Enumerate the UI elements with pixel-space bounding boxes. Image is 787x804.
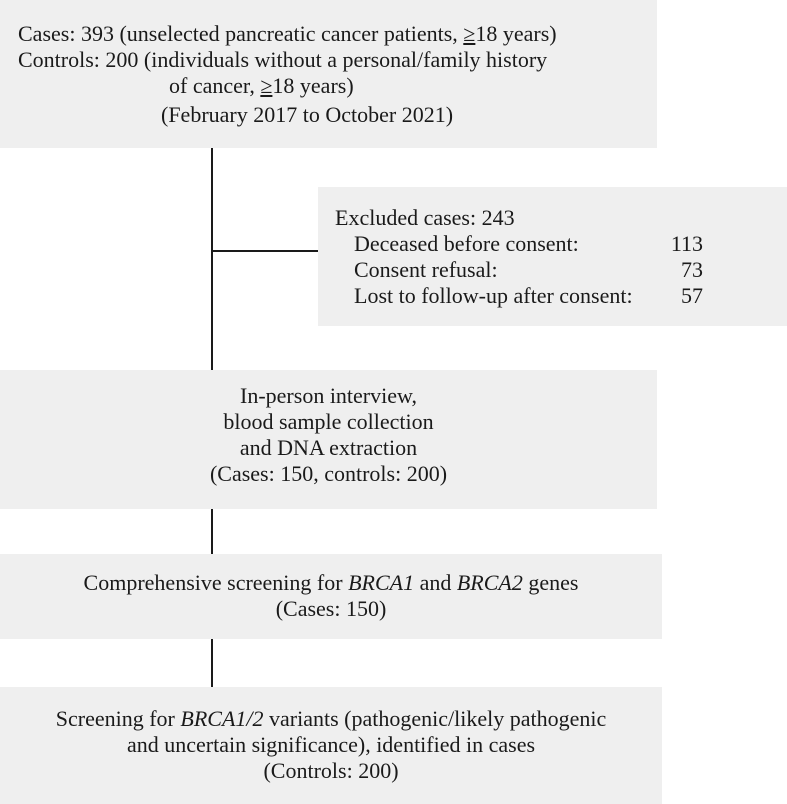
brca-screening-text: Comprehensive screening for BRCA1 and BRCA2 genes (Cases: 150) bbox=[0, 570, 662, 622]
connector-interview-to-screening bbox=[211, 509, 213, 554]
connector-screening-to-variants bbox=[211, 639, 213, 687]
excluded-item: Deceased before consent: 113 bbox=[354, 231, 703, 256]
enrollment-controls-line: Controls: 200 (individuals without a personal/family history bbox=[18, 47, 548, 72]
connector-to-excluded bbox=[212, 250, 318, 252]
brca-screening-box bbox=[0, 554, 662, 639]
ge-symbol: ≥ bbox=[260, 73, 273, 98]
interview-box bbox=[0, 370, 657, 509]
brca-screening-line: Comprehensive screening for BRCA1 and BRCA2 genes bbox=[83, 570, 579, 595]
excluded-list bbox=[354, 231, 703, 309]
variant-screening-text: Screening for BRCA1/2 variants (pathogenic/likely pathogenic and uncertain significance), identified in cases (Controls: 200) bbox=[0, 706, 662, 784]
excluded-title: Excluded cases: 243 bbox=[335, 205, 515, 230]
variant-screening-line: Screening for BRCA1/2 variants (pathogenic/likely pathogenic bbox=[55, 706, 607, 731]
enrollment-controls-cont-line: of cancer, ≥18 years) bbox=[169, 73, 354, 98]
excluded-box bbox=[318, 187, 787, 326]
enrollment-cases-line: Cases: 393 (unselected pancreatic cancer patients, ≥18 years) bbox=[18, 21, 557, 46]
enrollment-period: (February 2017 to October 2021) bbox=[161, 102, 454, 127]
enrollment-box bbox=[0, 0, 657, 148]
interview-text: In-person interview, blood sample collection and DNA extraction (Cases: 150, controls: 200) bbox=[209, 383, 448, 486]
excluded-item: Lost to follow-up after consent: 57 bbox=[354, 283, 703, 308]
excluded-item: Consent refusal: 73 bbox=[354, 257, 703, 282]
ge-symbol: ≥ bbox=[463, 21, 476, 46]
connector-top-to-interview bbox=[211, 148, 213, 370]
variant-screening-box bbox=[0, 687, 662, 804]
